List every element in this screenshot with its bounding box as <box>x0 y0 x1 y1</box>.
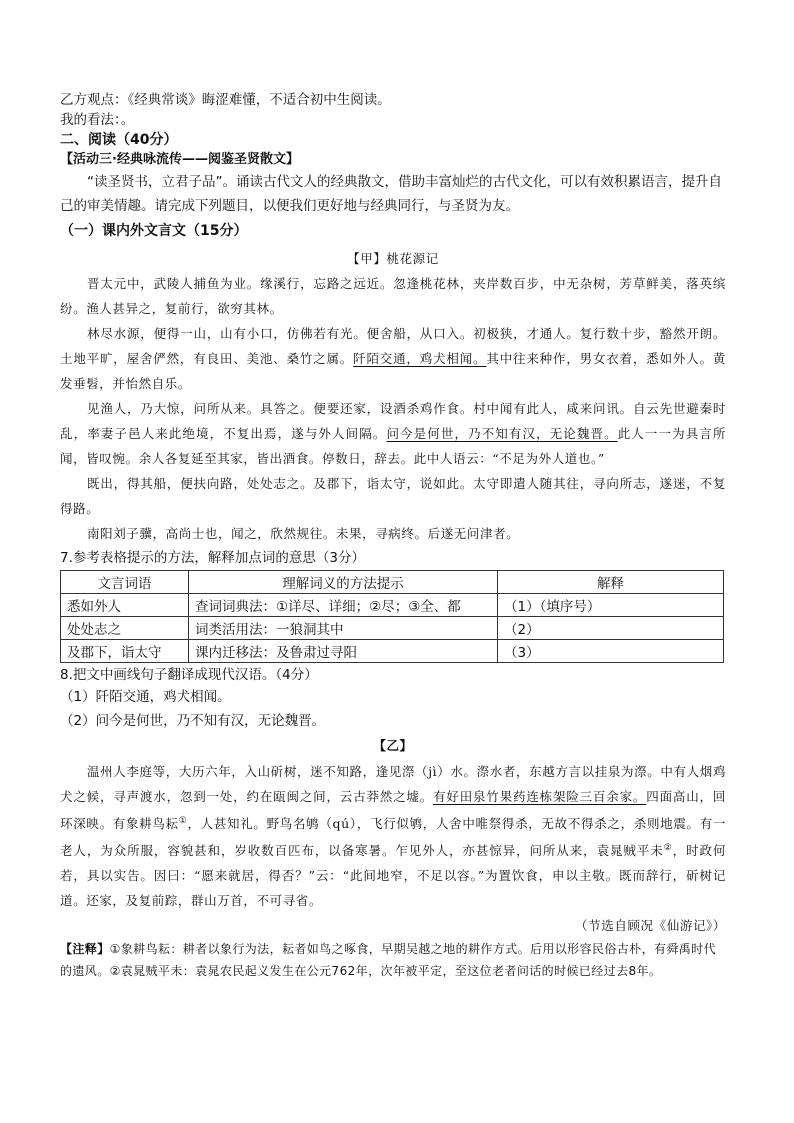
jia-p2-text-a: 林尽水源，便得一山，山有小口，仿佛若有光。便舍船，从口入。初极狭，才通人。复行数十步，豁然开朗。土地平旷，屋舍俨然，有良田、美池、桑竹之属。 <box>60 326 726 366</box>
q7-cell-answer[interactable]: （1）（填序号） <box>498 594 724 617</box>
jia-p3-text-b: 此人一一为具言所闻，皆叹惋。余人各复延至其家，皆出酒食。停数日，辞去。此中人语云：“不足为外人道也。” <box>60 426 726 466</box>
yi-title: 【乙】 <box>373 738 413 753</box>
q8-item-2: （2）问今是何世，乃不知有汉，无论魏晋。 <box>60 713 326 729</box>
part1-heading: （一）课内外文言文（15分） <box>60 223 248 239</box>
q7-header-row <box>61 571 724 594</box>
jia-paragraph-3 <box>60 396 726 471</box>
notes-label: 【注释】 <box>60 942 110 957</box>
notes-text: ①象耕鸟耘：耕者以象行为法，耘者如鸟之啄食，早期吴越之地的耕作方式。后用以形容民俗古朴，有舜禹时代的遗风。②袁晁贼平未：袁晁农民起义发生在公元762年，次年被平定，至这位老者问话的时候已经过去8年。 <box>60 942 716 979</box>
jia-p3-text-a: 见渔人，乃大惊，问所从来。具答之。便要还家，设酒杀鸡作食。村中闻有此人，咸来问讯。自云先世避秦时乱，率妻子邑人来此绝境，不复出焉，遂与外人间隔。 <box>60 401 726 441</box>
jia-title: 【甲】桃花源记 <box>347 251 439 266</box>
q7-cell-word: 及郡下，诣太守 <box>61 640 189 663</box>
q7-stem: 7.参考表格提示的方法，解释加点词的意思（3分） <box>60 550 365 566</box>
exam-page <box>60 88 726 982</box>
yi-notes <box>60 938 726 982</box>
yi-underlined-sentence: 有好田泉竹果药连栋架险三百余家。 <box>433 789 647 804</box>
q7-header-word: 文言词语 <box>61 571 189 594</box>
intro-paragraph: “读圣贤书，立君子品”。诵读古代文人的经典散文，借助丰富灿烂的古代文化，可以有效积累语言，提升自己的审美情趣。请完成下列题目，以便我们更好地与经典同行，与圣贤为友。 <box>60 174 722 214</box>
section-heading: 二、阅读（40分） <box>60 132 178 148</box>
q7-cell-method: 词类活用法：一狼洞其中 <box>189 617 498 640</box>
jia-paragraph-1: 晋太元中，武陵人捕鱼为业。缘溪行，忘路之远近。忽逢桃花林，夹岸数百步，中无杂树，芳草鲜美，落英缤纷。渔人甚异之，复前行，欲穷其林。 <box>60 276 726 316</box>
q8-item-1: （1）阡陌交通，鸡犬相闻。 <box>60 689 231 705</box>
table-row <box>61 617 724 640</box>
jia-underlined-sentence-1: 阡陌交通，鸡犬相闻。 <box>353 351 487 366</box>
q7-cell-answer[interactable]: （2） <box>498 617 724 640</box>
q7-header-explain: 解释 <box>498 571 724 594</box>
footnote-marker-1: ① <box>178 816 188 826</box>
jia-paragraph-2 <box>60 321 726 396</box>
yi-source: （节选自顾况《仙游记》） <box>575 918 726 934</box>
q7-cell-answer[interactable]: （3） <box>498 640 724 663</box>
jia-paragraph-5: 南阳刘子骥，高尚士也，闻之，欣然规往。未果，寻病终。后遂无问津者。 <box>87 526 520 541</box>
jia-p2-text-b: 其中往来种作，男女衣着，悉如外人。黄发垂髫，并怡然自乐。 <box>60 351 726 391</box>
footnote-marker-2: ② <box>663 843 673 854</box>
jia-paragraph-4: 既出，得其船，便扶向路，处处志之。及郡下，诣太守，说如此。太守即遣人随其往，寻向所志，遂迷，不复得路。 <box>60 476 726 516</box>
table-row <box>61 594 724 617</box>
my-view-line: 我的看法：。 <box>60 112 135 128</box>
yi-text-c: ，人甚知礼。野鸟名鸲（qú），飞行似鸲，人舍中唯祭得杀，无故不得杀之，杀则地震。有一老人，为众所服，容貌甚和，岁收数百匹布，以备寒暑。乍见外人，亦甚惊异，问所从来，袁晁贼平未 <box>60 816 726 859</box>
q8-stem: 8.把文中画线句子翻译成现代汉语。（4分） <box>60 667 318 683</box>
table-row <box>61 640 724 663</box>
q7-cell-word: 悉如外人 <box>61 594 189 617</box>
yi-text-a: 温州人李庭等，大历六年，入山斫树，迷不知路，逢见漈（jì）水。漈水者，东越方言以挂泉为漈。中有人烟鸡犬之候，寻声渡水，忽到一处，约在瓯闽之间，云古莽然之墟。 <box>60 764 726 804</box>
q7-table <box>60 570 724 663</box>
jia-underlined-sentence-2: 问今是何世，乃不知有汉，无论魏晋。 <box>386 426 618 441</box>
q7-cell-word: 处处志之 <box>61 617 189 640</box>
q7-cell-method: 课内迁移法：及鲁肃过寻阳 <box>189 640 498 663</box>
yi-paragraph <box>60 759 726 913</box>
yi-text-b: 四面高山，回环深映。有象耕鸟耘 <box>60 789 726 832</box>
q7-cell-method: 查词词典法：①详尽、详细；②尽；③全、都 <box>189 594 498 617</box>
yi-text-d: ，时政何若，具以实告。因曰：“愿来就居，得否？”云：“此间地窄，不足以容。”为置饮食，申以主敬。既而辞行，斫树记道。还家，及复前踪，群山万首，不可寻省。 <box>60 843 726 909</box>
view-b-line: 乙方观点：《经典常谈》晦涩难懂，不适合初中生阅读。 <box>60 92 391 108</box>
activity-heading: 【活动三·经典咏流传——阅鉴圣贤散文】 <box>60 152 299 167</box>
q7-header-method: 理解词义的方法提示 <box>189 571 498 594</box>
